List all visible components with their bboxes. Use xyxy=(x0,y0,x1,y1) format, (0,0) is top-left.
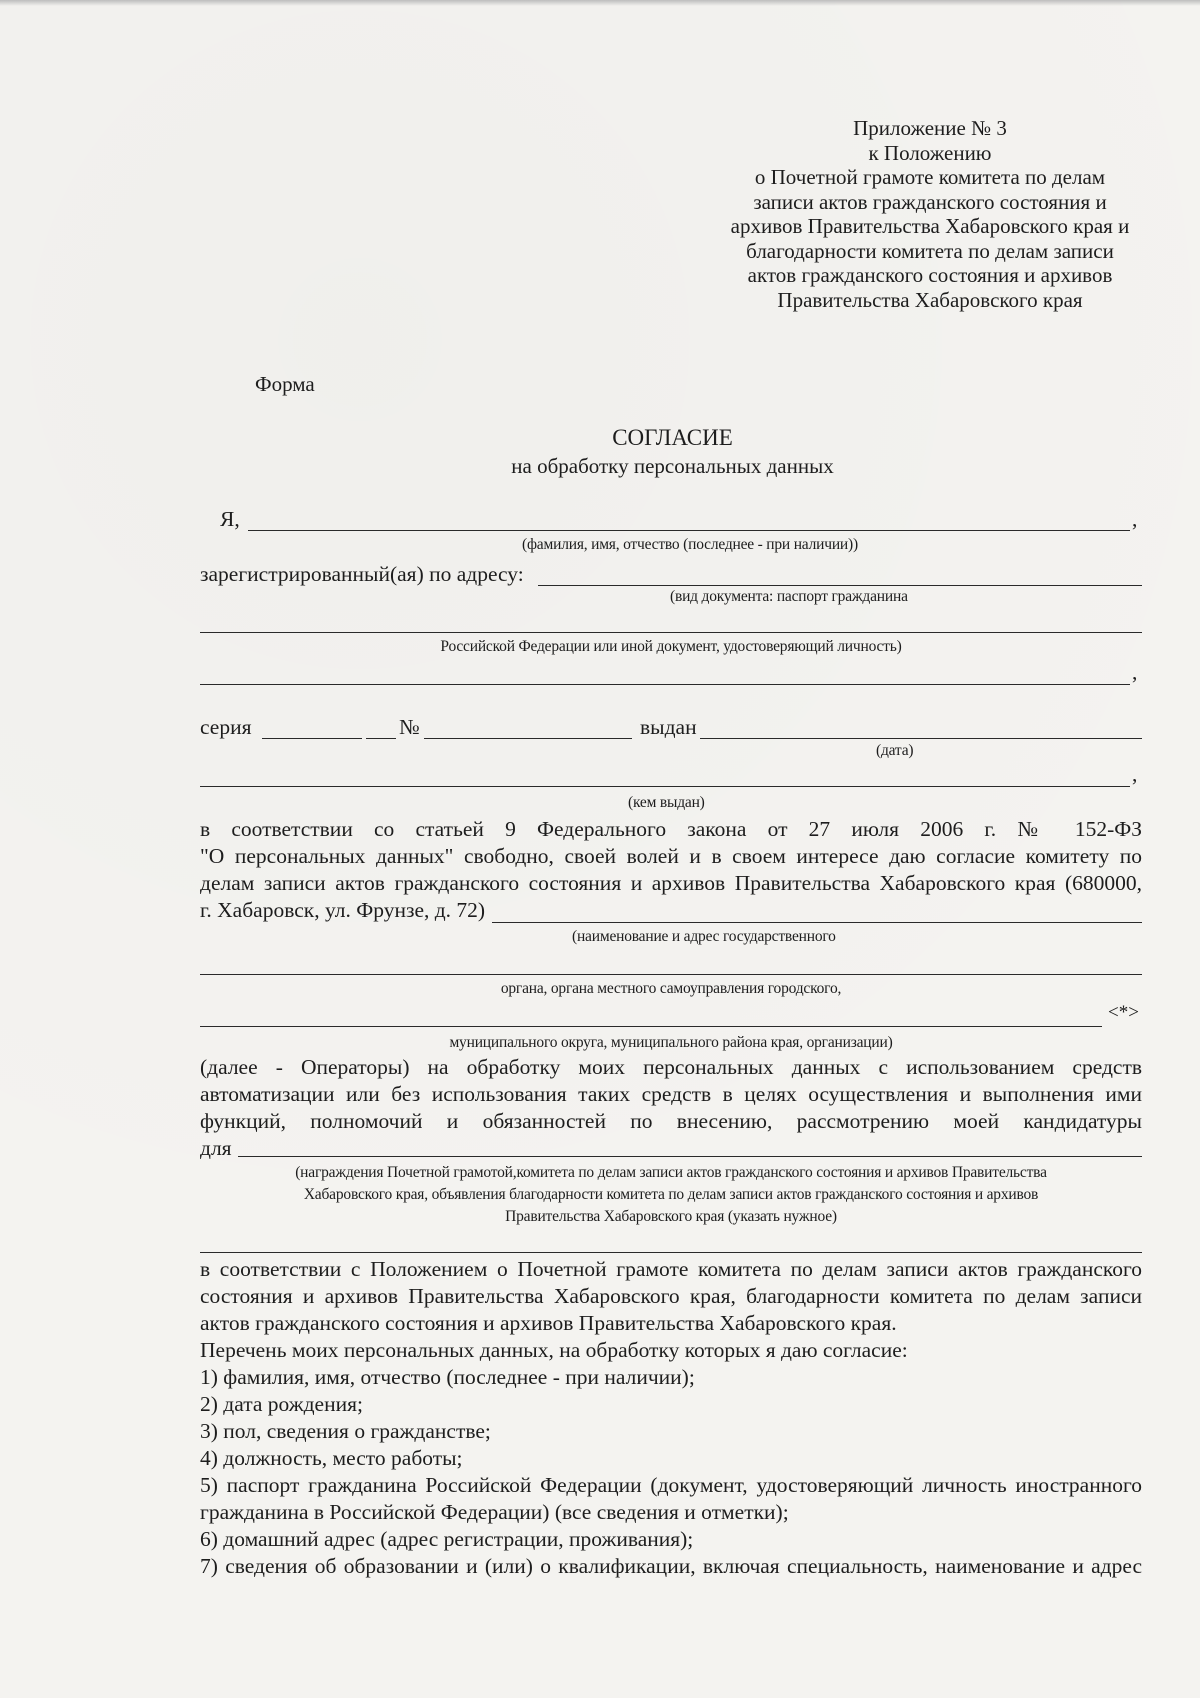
award-line-2[interactable] xyxy=(200,1252,1142,1253)
fio-line[interactable] xyxy=(248,530,1130,531)
label-ya: Я, xyxy=(220,507,240,531)
org-caption-2: органа, органа местного самоуправления городского, xyxy=(500,980,842,997)
header-line: благодарности комитета по делам записи xyxy=(746,238,1114,263)
law-line: "О персональных данных" свободно, своей волей и в своем интересе даю согласие комитету по xyxy=(200,844,1142,868)
list-item: 4) должность, место работы; xyxy=(200,1446,463,1470)
law-line: делам записи актов гражданского состояния и архивов Правительства Хабаровского края (680000, xyxy=(200,871,1142,895)
title-sub: на обработку персональных данных xyxy=(511,454,834,478)
footnote-mark: <*> xyxy=(1108,1002,1139,1023)
award-caption-line: Хабаровского края, объявления благодарности комитета по делам записи актов гражданского состояния и архивов xyxy=(303,1186,1039,1203)
doc-line-2[interactable] xyxy=(200,684,1130,685)
title-main: СОГЛАСИЕ xyxy=(612,425,733,450)
document-title xyxy=(400,424,945,480)
operators-line-last: для xyxy=(200,1136,232,1160)
doc-line[interactable] xyxy=(200,632,1142,633)
issuer-line[interactable] xyxy=(200,786,1130,787)
seria-line-2[interactable] xyxy=(366,738,396,739)
header-line: о Почетной грамоте комитета по делам xyxy=(754,165,1106,189)
org-line-3[interactable] xyxy=(200,1026,1102,1027)
list-item: 1) фамилия, имя, отчество (последнее - при наличии); xyxy=(200,1365,695,1389)
operators-paragraph xyxy=(200,1054,1142,1162)
header-line: Правительства Хабаровского края xyxy=(777,287,1083,312)
label-issued: выдан xyxy=(640,715,697,739)
doc-caption-1: (вид документа: паспорт гражданина xyxy=(670,588,908,605)
org-line-2[interactable] xyxy=(200,974,1142,975)
regulation-paragraph xyxy=(200,1256,1142,1580)
list-item: 3) пол, сведения о гражданстве; xyxy=(200,1419,491,1443)
list-intro: Перечень моих персональных данных, на обработку которых я даю согласие: xyxy=(200,1338,908,1362)
award-line[interactable] xyxy=(238,1156,1142,1157)
header-line: архивов Правительства Хабаровского края и xyxy=(730,214,1130,238)
list-item: 6) домашний адрес (адрес регистрации, проживания); xyxy=(200,1527,694,1551)
list-item: 7) сведения об образовании и (или) о квалификации, включая специальность, наименование и адрес xyxy=(200,1554,1142,1578)
number-line[interactable] xyxy=(424,738,632,739)
org-caption-3: муниципального округа, муниципального района края, организации) xyxy=(449,1034,893,1051)
label-registered: зарегистрированный(ая) по адресу: xyxy=(200,562,524,586)
list-item: гражданина в Российской Федерации) (все сведения и отметки); xyxy=(200,1500,789,1524)
header-line: записи актов гражданского состояния и xyxy=(753,189,1107,214)
comma: , xyxy=(1132,507,1138,531)
scan-edge xyxy=(0,0,1200,6)
operators-line: автоматизации или без использования таких средств в целях осуществления и выполнения ими xyxy=(200,1082,1142,1106)
form-label: Форма xyxy=(255,372,315,396)
date-caption: (дата) xyxy=(876,742,914,759)
header-line: Приложение № 3 xyxy=(853,116,1007,140)
org-line-1[interactable] xyxy=(492,922,1142,923)
label-seria: серия xyxy=(200,715,252,739)
issued-date-line[interactable] xyxy=(700,738,1142,739)
comma: , xyxy=(1132,660,1138,684)
award-caption xyxy=(200,1162,1142,1228)
list-item: 5) паспорт гражданина Российской Федерации (документ, удостоверяющий личность иностранного xyxy=(200,1473,1142,1497)
comma: , xyxy=(1132,762,1138,786)
org-caption-1: (наименование и адрес государственного xyxy=(572,928,836,945)
law-line: в соответствии со статьей 9 Федерального закона от 27 июля 2006 г. № 152-ФЗ xyxy=(200,817,1142,841)
header-line: актов гражданского состояния и архивов xyxy=(747,263,1113,287)
issuer-caption: (кем выдан) xyxy=(628,794,705,811)
label-number: № xyxy=(399,715,420,739)
address-line[interactable] xyxy=(538,585,1142,586)
appendix-header xyxy=(700,116,1160,312)
fio-caption: (фамилия, имя, отчество (последнее - при наличии)) xyxy=(522,536,858,553)
header-line: к Положению xyxy=(868,140,992,165)
award-caption-line: Правительства Хабаровского края (указать нужное) xyxy=(505,1208,837,1225)
award-caption-line: (награждения Почетной грамотой,комитета по делам записи актов гражданского состояния и архивов Правительства xyxy=(295,1164,1047,1181)
operators-line: функций, полномочий и обязанностей по внесению, рассмотрению моей кандидатуры xyxy=(200,1109,1142,1133)
law-paragraph xyxy=(200,816,1142,924)
list-item: 2) дата рождения; xyxy=(200,1392,363,1416)
regulation-line: состояния и архивов Правительства Хабаровского края, благодарности комитета по делам записи xyxy=(200,1284,1142,1308)
doc-caption-2: Российской Федерации или иной документ, удостоверяющий личность) xyxy=(440,638,902,655)
regulation-line-last: актов гражданского состояния и архивов Правительства Хабаровского края. xyxy=(200,1311,897,1335)
seria-line-1[interactable] xyxy=(262,738,362,739)
operators-line: (далее - Операторы) на обработку моих персональных данных с использованием средств xyxy=(200,1055,1142,1079)
law-line-last: г. Хабаровск, ул. Фрунзе, д. 72) xyxy=(200,898,486,922)
regulation-line: в соответствии с Положением о Почетной грамоте комитета по делам записи актов гражданского xyxy=(200,1257,1142,1281)
